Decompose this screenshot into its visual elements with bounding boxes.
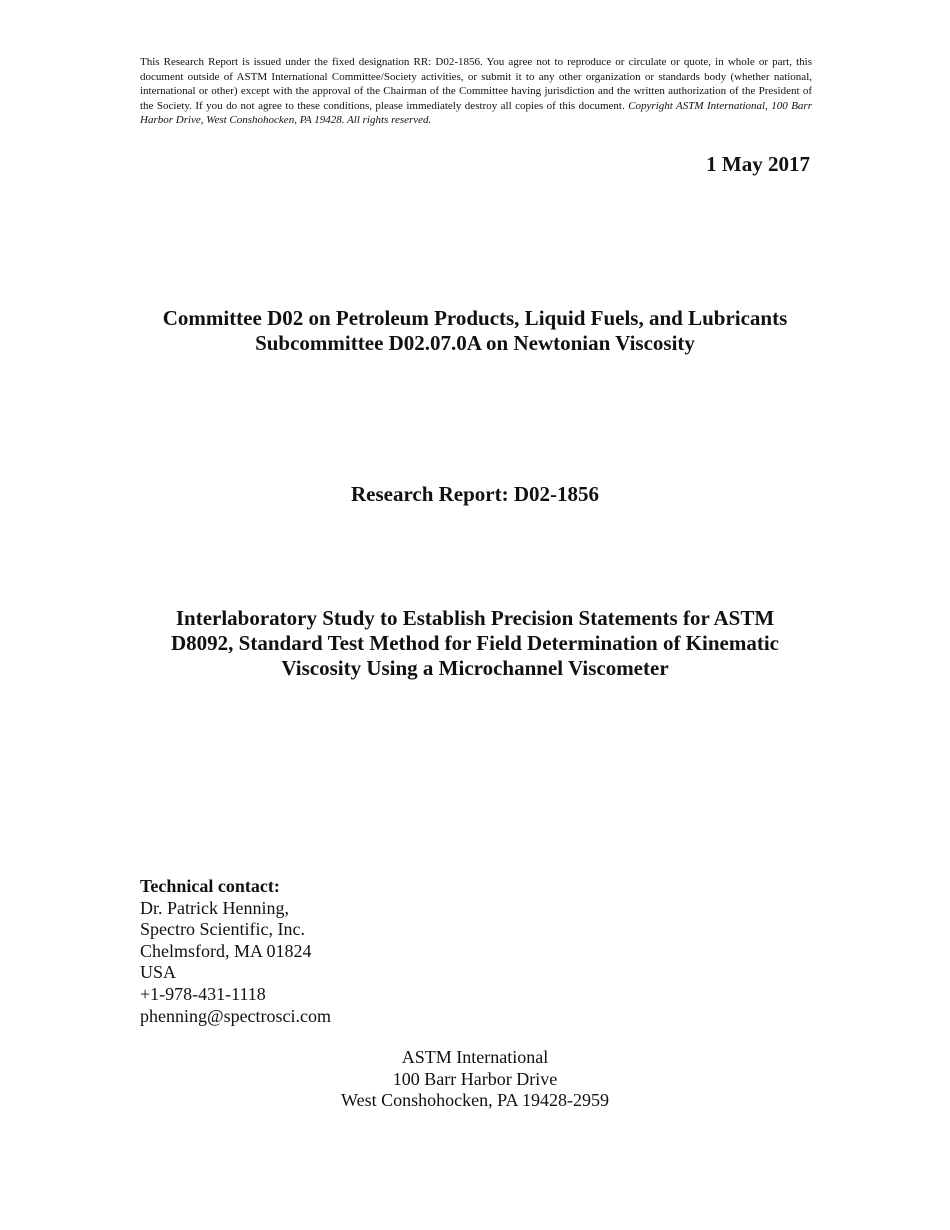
- astm-name: ASTM International: [401, 1047, 549, 1067]
- subcommittee-name: Subcommittee D02.07.0A on Newtonian Viscosity: [255, 331, 695, 355]
- astm-address: [0, 1047, 950, 1112]
- copyright-line: Copyright ASTM International, 100 Barr Harbor Drive, West Conshohocken, PA 19428. All rights reserved.: [140, 99, 812, 126]
- contact-country: USA: [140, 962, 177, 983]
- contact-email: phenning@spectrosci.com: [140, 1005, 332, 1026]
- notice-text: This Research Report is issued under the fixed designation RR: D02-1856. You agree not to reproduce or circulate or quote, in whole or part, this document outside of ASTM International Committee/Society activities, or submit it to any other organization or standards body (whether national, international or other) except with the approval of the Chairman of the Committee having jurisdiction and the written authorization of the President of the Society. If you do not agree to these conditions, please immediately destroy all copies of this document.: [140, 56, 812, 112]
- committee-heading: [0, 306, 950, 356]
- copyright-notice: [140, 55, 812, 128]
- astm-city: West Conshohocken, PA 19428-2959: [341, 1090, 609, 1111]
- committee-name: Committee D02 on Petroleum Products, Liquid Fuels, and Lubricants: [162, 306, 788, 330]
- contact-heading: Technical contact:: [140, 876, 280, 896]
- report-id: Research Report: D02-1856: [350, 482, 600, 506]
- study-title: Interlaboratory Study to Establish Precision Statements for ASTM D8092, Standard Test Method for Field Determination of Kinematic Viscosity Using a Microchannel Viscometer: [171, 606, 779, 680]
- report-date: 1 May 2017: [706, 152, 810, 176]
- contact-city: Chelmsford, MA 01824: [140, 940, 312, 961]
- contact-phone: +1-978-431-1118: [140, 983, 266, 1004]
- contact-name: Dr. Patrick Henning,: [140, 897, 289, 918]
- technical-contact: [140, 876, 331, 1027]
- contact-company: Spectro Scientific, Inc.: [140, 919, 305, 940]
- astm-street: 100 Barr Harbor Drive: [392, 1068, 558, 1089]
